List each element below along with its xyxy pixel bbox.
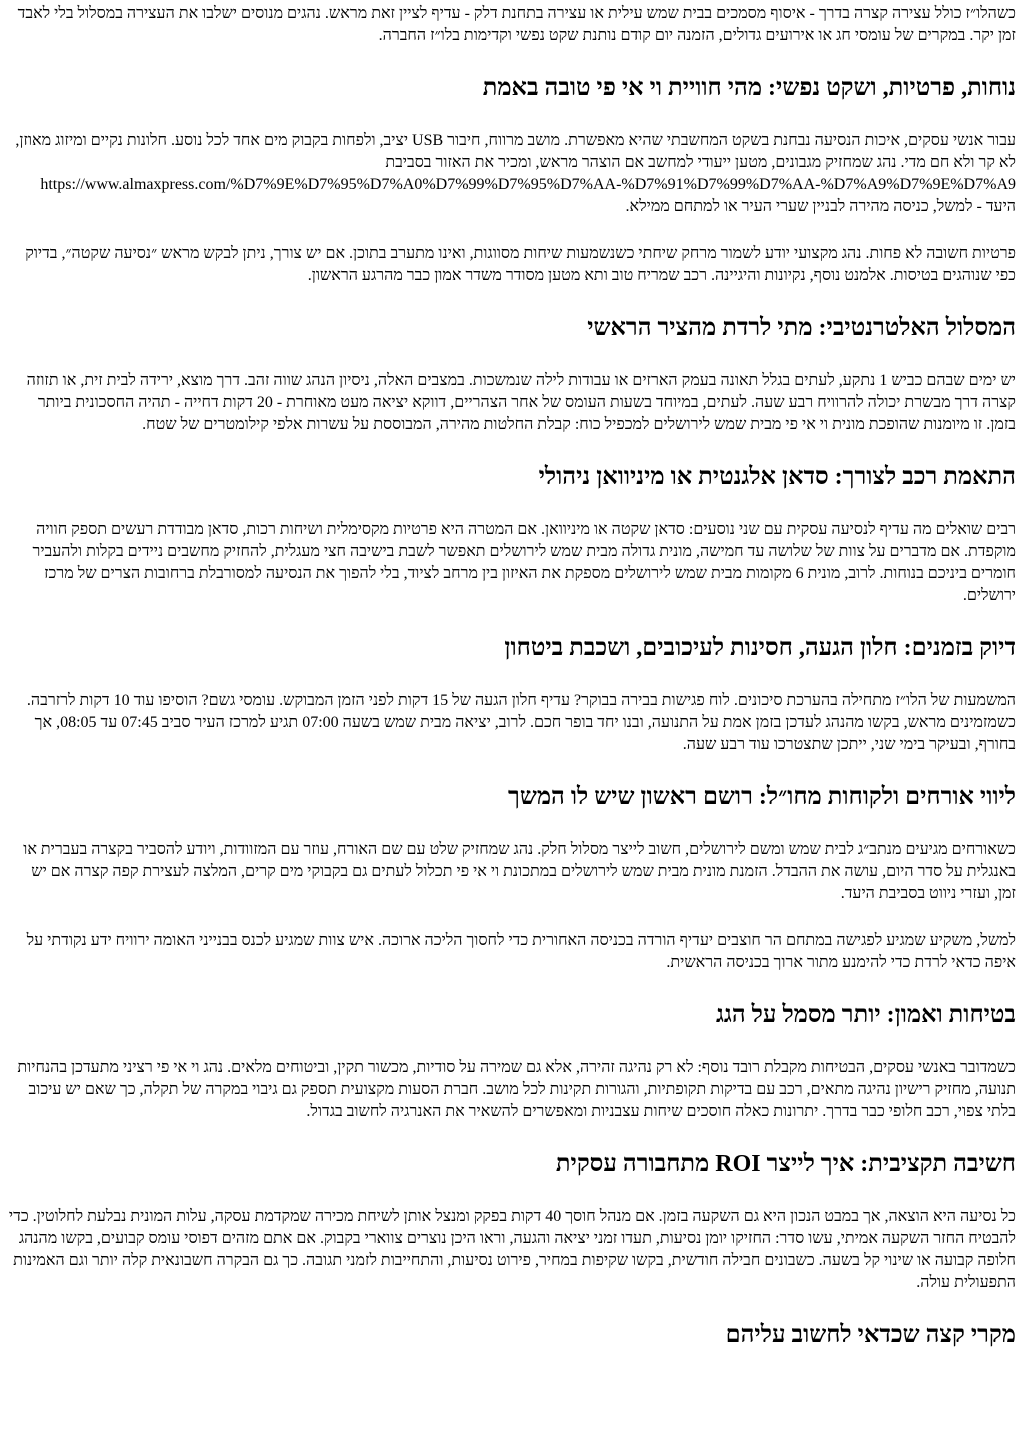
paragraph: כל נסיעה היא הוצאה, אך במבט הנכון היא גם השקעה בזמן. אם מנהל חוסך 40 דקות בפקק ומנצל אותן לשיחת מכירה שמקדמת עסקה, עלות המונית נבלעת לחלוטין. כדי להבטיח החזר השקעה אמיתי, עשו סדר: החזיקו יומן נסיעות, תעדו זמני יציאה והגעה, וראו היכן נוצרים צווארי בקבוק. אם אתם מזהים דפוסי עומס קבועים, בקשו מהנהג חלופה קבועה או שינוי קל בשעה. כשבונים חבילה חודשית, בקשו שקיפות במחיר, פירוט נסיעות, והתחייבות לזמני תגובה. כך גם הבקרה חשבונאית קלה יותר וגם האמינות התפעולית עולה.: [8, 1208, 1016, 1291]
section-heading-vehicle: התאמת רכב לצורך: סדאן אלגנטית או מיניוואן ניהולי: [538, 464, 1016, 490]
section-heading-safety: בטיחות ואמון: יותר מסמל על הגג: [715, 1002, 1016, 1028]
paragraph: יש ימים שבהם כביש 1 נתקע, לעתים בגלל תאונה בעמק הארזים או עבודות לילה שנמשכות. במצבים האלה, ניסיון הנהג שווה זהב. דרך מוצא, ירידה לבית זית, או תזוזה קצרה דרך מבשרת יכולה להרוויח רבע שעה. לעתים, במיוחד בשעות העומס של אחר הצהריים, דווקא יציאה מעט מאוחרת - 20 דקות דחייה - תהיה החסכונית ביותר בזמן. זו מיומנות שהופכת מונית וי אי פי מבית שמש לירושלים למכפיל כוח: קבלת החלטות מהירה, המבוססת על עשרות אלפי קילומטרים של שטח.: [26, 372, 1016, 433]
paragraph: כשמדובר באנשי עסקים, הבטיחות מקבלת רובד נוסף: לא רק נהיגה זהירה, אלא גם שמירה על סודיות, מכשור תקין, וביטוחים מלאים. נהג וי אי פי רציני מתעדכן בהנחיות תנועה, מחזיק רישיון נהיגה מתאים, רכב עם בדיקות תקופתיות, והגורות תקינות לכל מושב. חברת הסעות מקצועית תספק גם גיבוי במקרה של תקלה, כך שאם יש עיכוב בלתי צפוי, רכב חלופי כבר בדרך. יתרונות כאלה חוסכים שיחות עצבניות ומאפשרים להשאיר את האנרגיה לחשוב בגדול.: [17, 1059, 1016, 1120]
intro-paragraph: כשהלו״ז כולל עצירה קצרה בדרך - איסוף מסמכים בבית שמש עילית או עצירה בתחנת דלק - עדיף לציין זאת מראש. נהגים מנוסים ישלבו את העצירה במסלול בלי לאבד זמן יקר. במקרים של עומסי חג או אירועים גדולים, הזמנה יום קודם נותנת שקט נפשי וקדימות בלו״ז החברה.: [17, 5, 1016, 44]
section-heading-comfort: נוחות, פרטיות, ושקט נפשי: מהי חוויית וי אי פי טובה באמת: [482, 75, 1016, 101]
paragraph: המשמעות של הלו״ז מתחילה בהערכת סיכונים. לוח פגישות בבירה בבוקר? עדיף חלון הגעה של 15 דקות לפני הזמן המבוקש. עומסי גשם? הוסיפו עוד 10 דקות לרזרבה. כשמזמינים מראש, בקשו מהנהג לעדכן בזמן אמת על התנועה, ובנו יחד בופר חכם. לרוב, יציאה מבית שמש בשעה 07:00 תגיע למרכז העיר סביב 07:45 עד 08:05, אך בחורף, ובעיקר בימי שני, ייתכן שתצטרכו עוד רבע שעה.: [26, 692, 1016, 753]
url-link[interactable]: https://www.almaxpress.com/%D7%9E%D7%95%D7%A0%D7%99%D7%95%D7%AA-%D7%91%D7%99%D7%AA-%D7%A9%D7%9E%D7%A9: [40, 176, 1016, 193]
paragraph: כשאורחים מגיעים מנתב״ג לבית שמש ומשם לירושלים, חשוב לייצר מסלול חלק. נהג שמחזיק שלט עם שם האורח, עוזר עם המזוודות, ויודע להסביר בקצרה בעברית או באנגלית על סדר היום, עושה את ההבדל. הזמנת מונית מבית שמש לירושלים במתכונת וי אי פי תכלול לעתים גם בקבוקי מים קרים, המלצה לעצירת קפה קצרה אם יש זמן, ועזרי ניווט בסביבת היעד.: [23, 841, 1016, 902]
section-heading-budget: חשיבה תקציבית: איך לייצר ROI מתחבורה עסקית: [555, 1151, 1016, 1177]
section-heading-alt-route: המסלול האלטרנטיבי: מתי לרדת מהציר הראשי: [587, 315, 1016, 341]
section-heading-edge-cases: מקרי קצה שכדאי לחשוב עליהם: [725, 1322, 1016, 1348]
section-heading-timing: דיוק בזמנים: חלון הגעה, חסינות לעיכובים, ושכבת ביטחון: [504, 635, 1016, 661]
paragraph: פרטיות חשובה לא פחות. נהג מקצועי יודע לשמור מרחק שיחתי כשנשמעות שיחות מסווגות, ואינו מתערב בתוכן. אם יש צורך, ניתן לבקש מראש ״נסיעה שקטה״, בדיוק כפי שנוהגים בטיסות. אלמנט נוסף, נקיונות והיגיינה. רכב שמריח טוב ותא מטען מסודר משדר אמון כבר מהרגע הראשון.: [25, 245, 1016, 284]
paragraph-text: היעד - למשל, כניסה מהירה לבניין שערי העיר או למתחם ממילא.: [625, 198, 1016, 215]
section-heading-guests: ליווי אורחים ולקוחות מחו״ל: רושם ראשון שיש לו המשך: [508, 784, 1016, 810]
paragraph: רבים שואלים מה עדיף לנסיעה עסקית עם שני נוסעים: סדאן שקטה או מיניוואן. אם המטרה היא פרטיות מקסימלית ושיחות רכות, סדאן מבודדת רעשים תספק חוויה מוקפדת. אם מדברים על צוות של שלושה עד חמישה, מונית גדולה מבית שמש לירושלים תאפשר לשבת בישיבה חצי מעגלית, להחזיק מחשבים ניידים בקלות ולהעביר חומרים ביניכם בנוחות. לרוב, מונית 6 מקומות מבית שמש לירושלים מספקת את האיזון בין מרחב לציוד, בלי להפוך את הנסיעה למסורבלת ברחובות הצרים של מרכז ירושלים.: [32, 521, 1016, 604]
paragraph: למשל, משקיע שמגיע לפגישה במתחם הר חוצבים יעדיף הורדה בכניסה האחורית כדי לחסוך הליכה ארוכה. איש צוות שמגיע לכנס בבנייני האומה ירוויח ידע נקודתי על איפה כדאי לרדת כדי להימנע מתור ארוך בכניסה הראשית.: [26, 932, 1016, 971]
paragraph-text: עבור אנשי עסקים, איכות הנסיעה נבחנת בשקט המחשבתי שהיא מאפשרת. מושב מרווח, חיבור USB יציב, ולפחות בקבוק מים אחד לכל נוסע. חלונות נקיים ומיזוג מאוזן, לא קר ולא חם מדי. נהג שמחזיק מגבונים, מטען ייעודי למחשב אם הוצהר מראש, ומכיר את האזור בסביבת: [15, 132, 1016, 171]
paragraph: [8, 130, 1016, 218]
